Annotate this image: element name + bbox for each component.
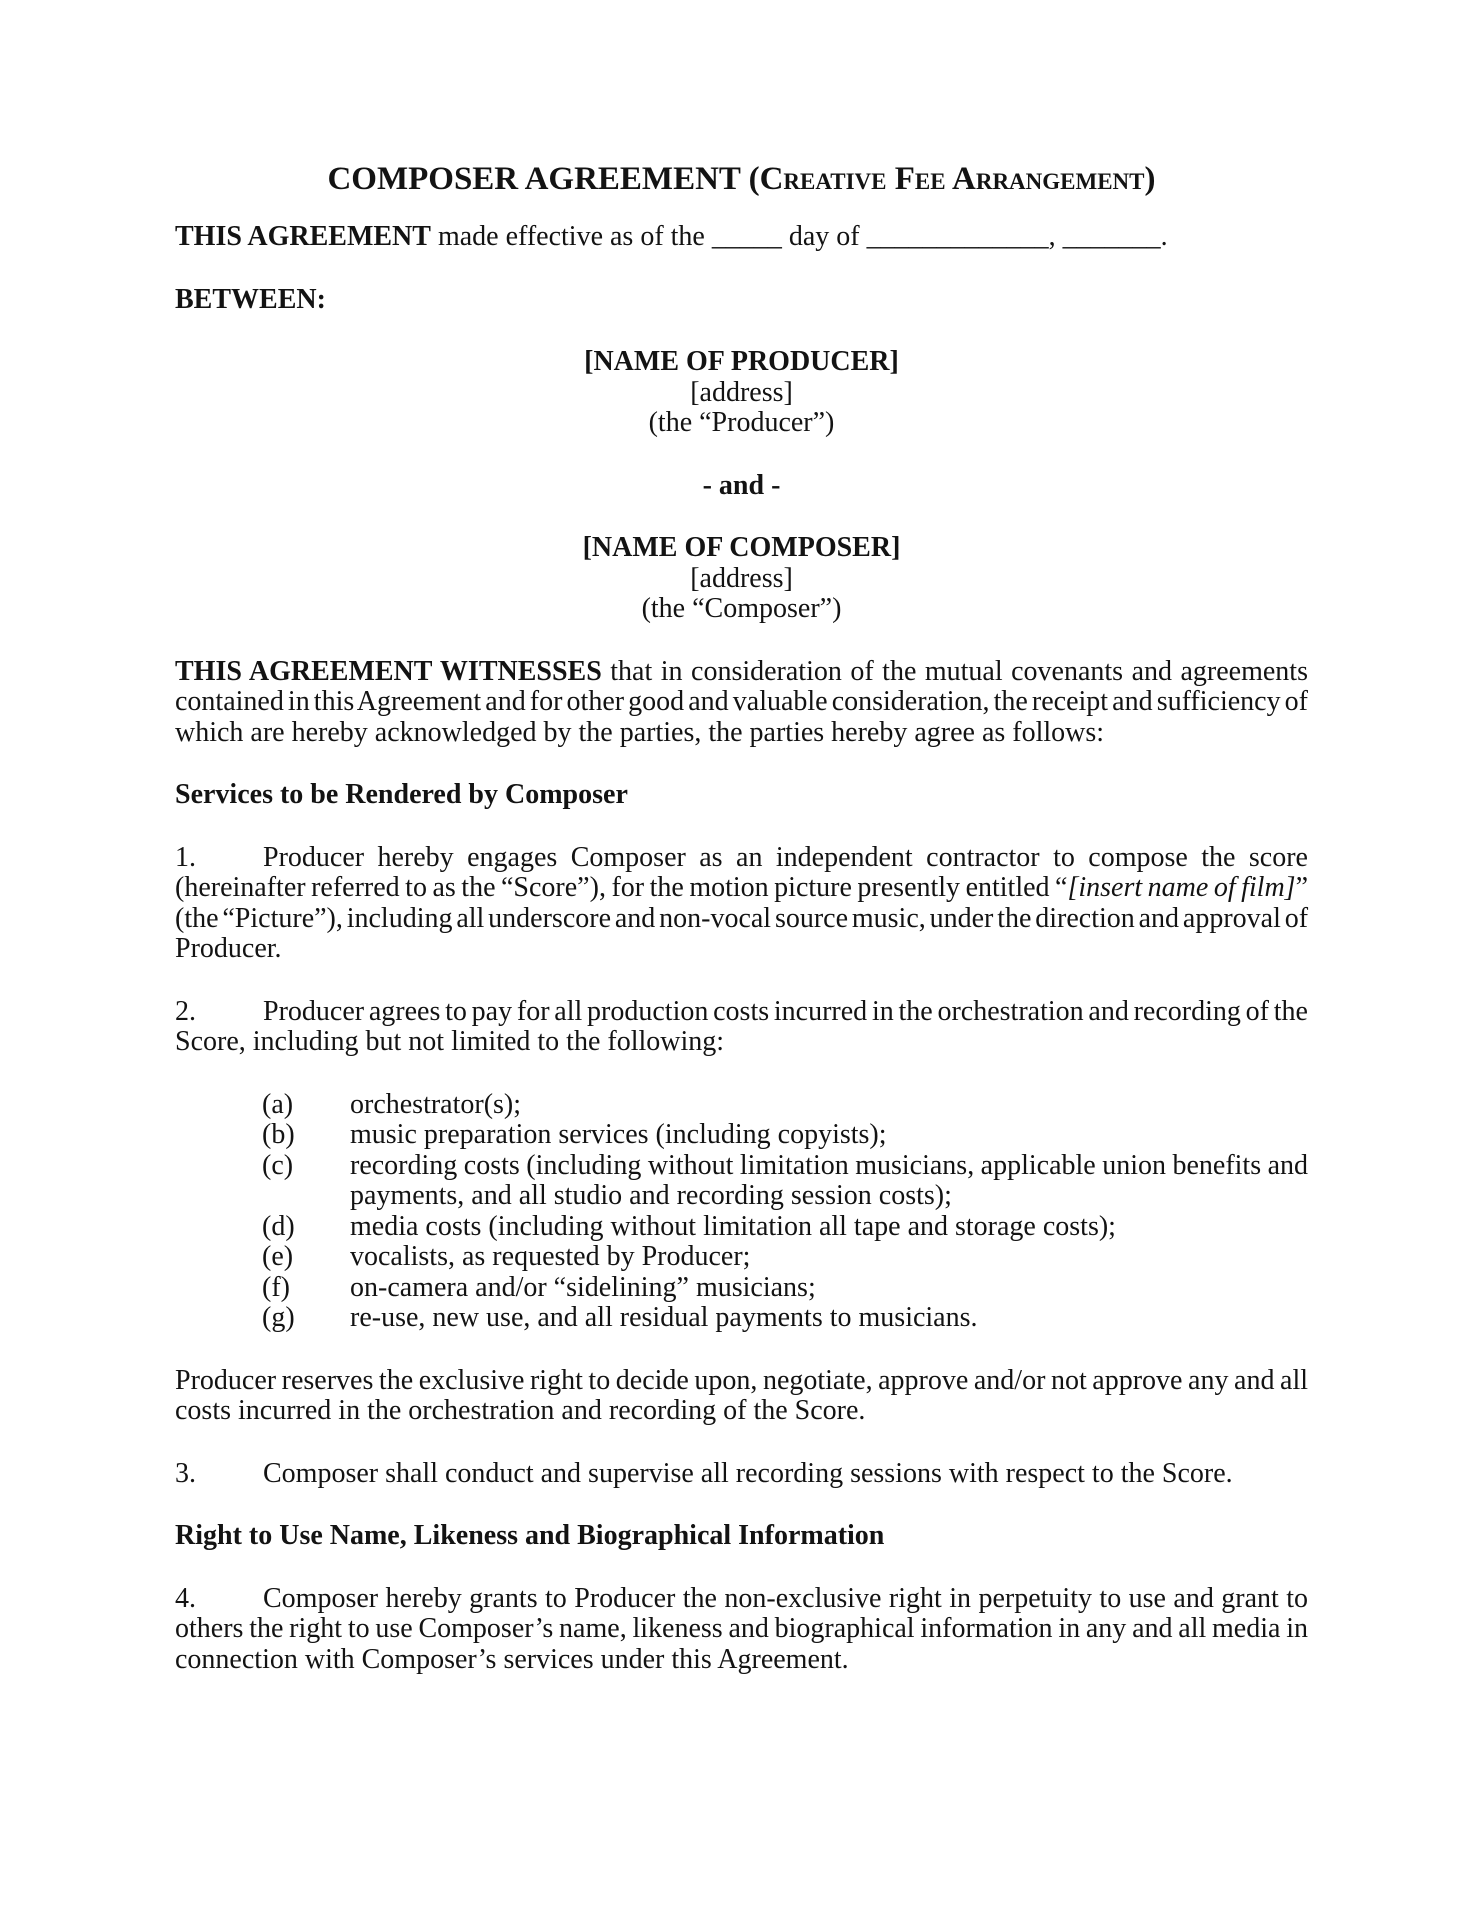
- text-line: [175, 1396, 1308, 1427]
- text-run: on-camera and/or “sidelining” musicians;: [350, 1271, 816, 1303]
- text-line: [175, 222, 1308, 253]
- text-line: [175, 718, 1308, 749]
- text-run: orchestrator(s);: [350, 1088, 522, 1120]
- paragraph-number: 3.: [175, 1457, 196, 1489]
- list-label: (a): [262, 1088, 294, 1120]
- text-line: [175, 1242, 1308, 1273]
- text-line: [175, 1212, 1308, 1243]
- text-line: [175, 1303, 1308, 1334]
- party-line: [address]: [690, 562, 793, 594]
- title-smallcaps-run: Creative Fee Arrangement: [759, 161, 1145, 197]
- text-line: [175, 1273, 1308, 1304]
- text-run: THIS AGREEMENT: [175, 221, 431, 252]
- numbered-paragraph: [175, 1459, 1308, 1490]
- numbered-paragraph: [175, 843, 1308, 965]
- text-run: (the “Picture”), including all underscore and non-vocal source music, under the direction and approval of: [175, 902, 1309, 934]
- text-run: made effective as of the _____ day of _____________, _______.: [430, 221, 1168, 252]
- paragraph-number: 2.: [175, 995, 196, 1027]
- paragraph-number: 1.: [175, 841, 196, 873]
- text-run: media costs (including without limitation all tape and storage costs);: [350, 1210, 1116, 1242]
- title-text-run: COMPOSER AGREEMENT (: [327, 161, 760, 197]
- text-line: [175, 843, 1308, 874]
- paragraph: [175, 1366, 1308, 1427]
- text-line: [175, 1645, 1308, 1676]
- paragraph-number: 4.: [175, 1582, 196, 1614]
- text-run: that in consideration of the mutual covenants and agreements: [601, 655, 1308, 687]
- text-line: [175, 1090, 1308, 1121]
- text-run: [insert name of film]: [1067, 872, 1296, 903]
- list-item: [175, 1151, 1308, 1212]
- text-run: others the right to use Composer’s name, likeness and biographical information in any and all media in: [175, 1613, 1308, 1644]
- text-line: [175, 1120, 1308, 1151]
- text-run: Producer reserves the exclusive right to decide upon, negotiate, approve and/or not approve any and all: [175, 1364, 1309, 1396]
- text-run: which are hereby acknowledged by the parties, the parties hereby agree as follows:: [175, 716, 1105, 748]
- text-run: Composer shall conduct and supervise all recording sessions with respect to the Score.: [263, 1457, 1233, 1489]
- text-run: vocalists, as requested by Producer;: [350, 1241, 751, 1272]
- text-line: [175, 997, 1308, 1028]
- paragraph: [175, 657, 1308, 749]
- text-line: [175, 687, 1308, 718]
- document-title: [175, 160, 1308, 198]
- party-block: [175, 471, 1308, 502]
- list-label: (c): [262, 1149, 294, 1181]
- text-run: connection with Composer’s services under this Agreement.: [175, 1643, 849, 1675]
- text-run: recording costs (including without limitation musicians, applicable union benefits and: [350, 1149, 1309, 1181]
- document-body: [175, 222, 1308, 1675]
- text-run: ”: [1295, 872, 1309, 903]
- text-run: THIS AGREEMENT WITNESSES: [175, 655, 602, 687]
- text-line: [175, 1151, 1308, 1182]
- list-item: [175, 1212, 1308, 1243]
- text-run: music preparation services (including copyists);: [350, 1119, 887, 1150]
- paragraph: [175, 222, 1308, 253]
- text-line: [175, 1366, 1308, 1397]
- text-run: Producer.: [175, 933, 282, 964]
- paragraph: [175, 285, 1308, 316]
- text-line: [175, 1459, 1308, 1490]
- list-label: (b): [262, 1119, 295, 1150]
- section-heading: Right to Use Name, Likeness and Biographical Information: [175, 1520, 885, 1551]
- party-line: [address]: [690, 376, 793, 408]
- text-line: [175, 1614, 1308, 1645]
- text-run: Producer agrees to pay for all production costs incurred in the orchestration and recording of the: [263, 995, 1308, 1027]
- text-run: Score, including but not limited to the following:: [175, 1026, 725, 1057]
- list-item: [175, 1273, 1308, 1304]
- party-block: [175, 533, 1308, 625]
- text-run: contained in this Agreement and for other good and valuable consideration, the receipt and sufficiency of: [175, 686, 1308, 717]
- party-line: [NAME OF COMPOSER]: [582, 532, 901, 563]
- party-line: - and -: [702, 469, 781, 501]
- text-line: [175, 1584, 1308, 1615]
- list-item: [175, 1120, 1308, 1151]
- list-label: (e): [262, 1241, 294, 1272]
- text-run: payments, and all studio and recording session costs);: [350, 1180, 952, 1211]
- text-line: [175, 934, 1308, 965]
- list-item: [175, 1303, 1308, 1334]
- text-line: [175, 657, 1308, 688]
- party-line: (the “Composer”): [641, 593, 842, 624]
- list-item: [175, 1242, 1308, 1273]
- numbered-paragraph: [175, 1584, 1308, 1676]
- text-run: (hereinafter referred to as the “Score”), for the motion picture presently entitled “: [175, 872, 1068, 903]
- numbered-paragraph: [175, 997, 1308, 1058]
- section-heading: Services to be Rendered by Composer: [175, 779, 628, 810]
- text-line: [175, 285, 1308, 316]
- text-run: re-use, new use, and all residual payments to musicians.: [350, 1302, 978, 1333]
- title-text-run: ): [1144, 161, 1156, 197]
- text-line: [175, 904, 1308, 935]
- party-line: [NAME OF PRODUCER]: [584, 346, 899, 377]
- text-run: costs incurred in the orchestration and recording of the Score.: [175, 1395, 866, 1426]
- list-label: (d): [262, 1210, 295, 1242]
- list-label: (f): [262, 1271, 290, 1303]
- text-run: Composer hereby grants to Producer the non-exclusive right in perpetuity to use and grant to: [263, 1582, 1309, 1614]
- text-line: [175, 1027, 1308, 1058]
- text-run: Producer hereby engages Composer as an independent contractor to compose the score: [263, 841, 1308, 873]
- party-line: (the “Producer”): [648, 407, 835, 438]
- text-run: BETWEEN:: [175, 283, 326, 315]
- text-line: [175, 873, 1308, 904]
- party-block: [175, 347, 1308, 439]
- text-line: [175, 1181, 1308, 1212]
- list-label: (g): [262, 1302, 295, 1333]
- list-item: [175, 1090, 1308, 1121]
